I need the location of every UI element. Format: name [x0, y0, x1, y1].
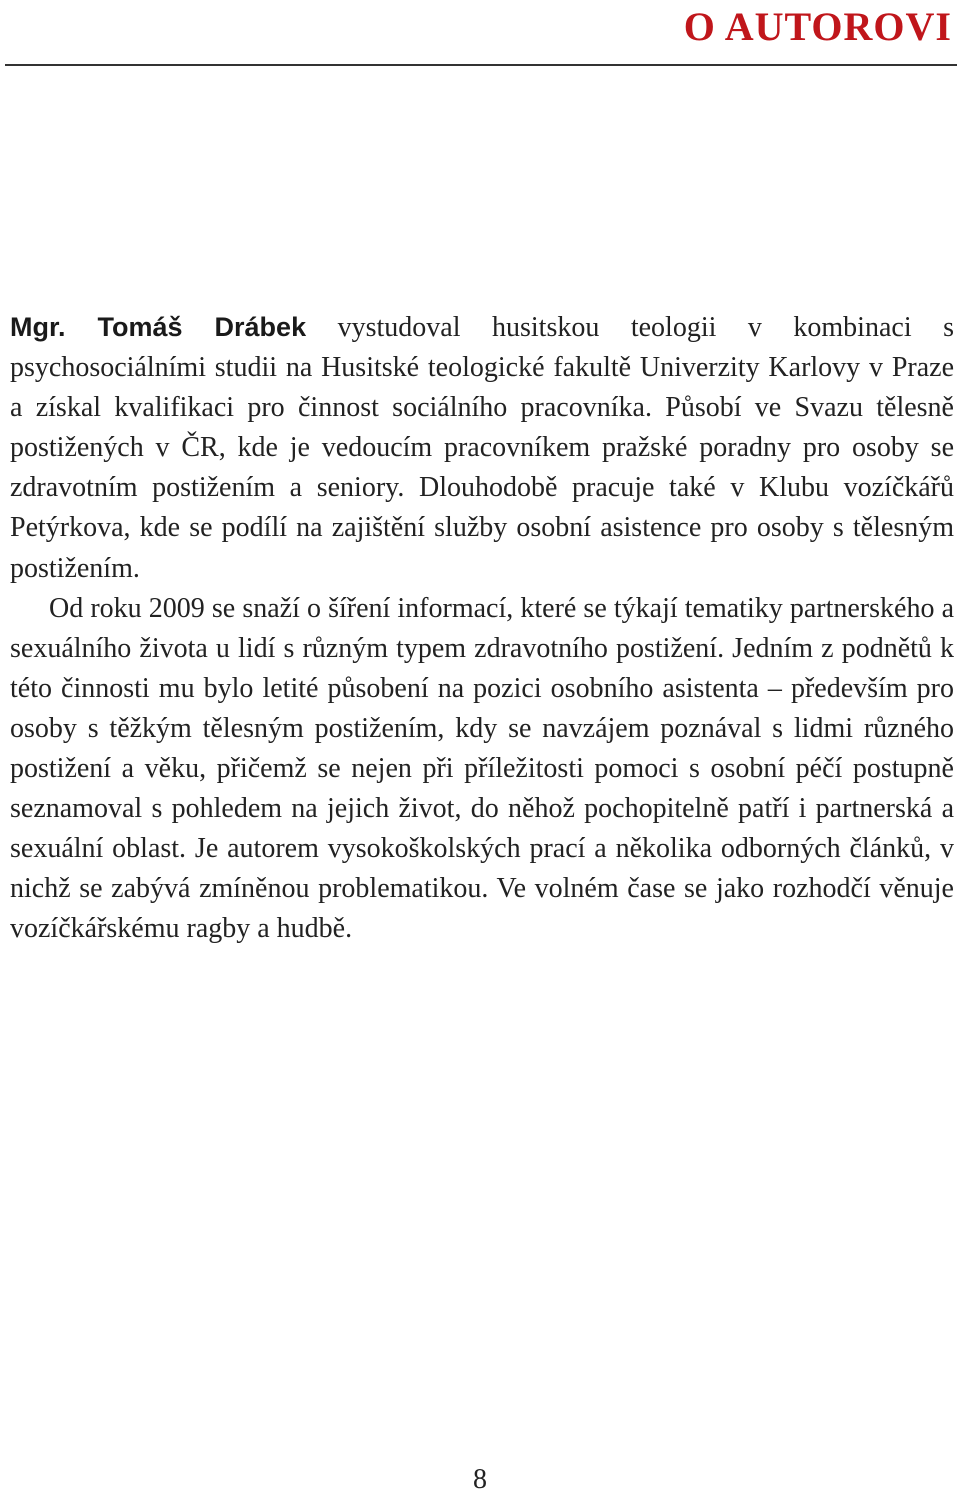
bio-paragraph-1-text: vystudoval husitskou teologii v kombinaci s psychosociálními studii na Husitské teologické fakultě Univerzity Karlovy v Praze a získal kvalifikaci pro činnost sociálního pracovníka. Působí ve Svazu tělesně postižených v ČR, kde je vedoucím pracovníkem pražské poradny pro osoby se zdravotním postižením a seniory. Dlouhodobě pracuje také v Klubu vozíčkářů Petýrkova, kde se podílí na zajištění služby osobní asistence pro osoby s tělesným postižením.	[10, 312, 954, 584]
header-divider	[5, 64, 957, 66]
bio-paragraph-1	[10, 307, 954, 589]
page-title: O AUTOROVI	[683, 4, 952, 49]
author-name: Mgr. Tomáš Drábek	[10, 312, 307, 342]
page-number: 8	[473, 1464, 487, 1495]
bio-paragraph-2: Od roku 2009 se snaží o šíření informací, které se týkají tematiky partnerského a sexuálního života u lidí s různým typem zdravotního postižení. Jedním z podnětů k této činnosti mu bylo letité působení na pozici osobního asistenta – především pro osoby s těžkým tělesným postižením, kdy se navzájem poznával s lidmi různého postižení a věku, přičemž se nejen při příležitosti pomoci s osobní péčí postupně seznamoval s pohledem na jejich život, do něhož pochopitelně patří i partnerská a sexuální oblast. Je autorem vysokoškolských prací a několika odborných článků, v nichž se zabývá zmíněnou problematikou. Ve volném čase se jako rozhodčí věnuje vozíčkářskému ragby a hudbě.	[10, 592, 954, 945]
author-bio	[10, 307, 954, 950]
page-header	[0, 0, 960, 66]
